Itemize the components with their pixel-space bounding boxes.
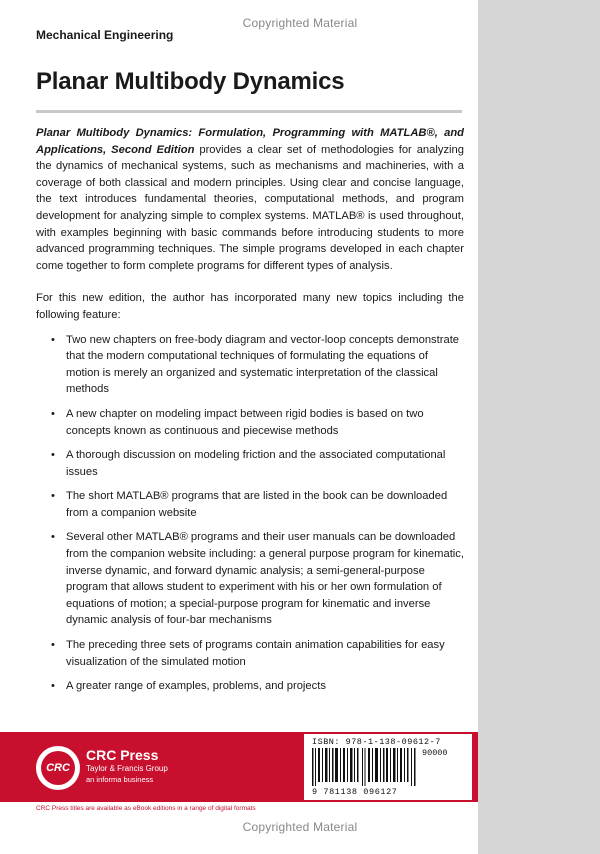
bullet-icon: • — [51, 407, 55, 420]
publisher-info — [86, 747, 168, 785]
feature-item — [36, 529, 464, 629]
publisher-business: an informa business — [86, 775, 154, 784]
watermark-top: Copyrighted Material — [242, 16, 358, 30]
feature-list — [36, 332, 464, 695]
book-title: Planar Multibody Dynamics — [36, 68, 345, 95]
watermark-bottom: Copyrighted Material — [242, 820, 358, 834]
feature-item — [36, 637, 464, 670]
category-label: Mechanical Engineering — [36, 28, 174, 42]
feature-text: The short MATLAB® programs that are listed in the book can be downloaded from a companion website — [66, 490, 448, 519]
title-divider — [36, 110, 462, 113]
barcode-panel — [304, 734, 472, 800]
crc-logo-icon — [36, 746, 80, 790]
feature-text: Several other MATLAB® programs and their user manuals can be downloaded from the companion website including: a general purpose program for kinematic, inverse dynamic, and forward dynamic analysis; a semi-general-purpose program that allows student to experiment with his or her own formulation of equations of motion; a special-purpose program for kinematic and inverse dynamic analysis of four-bar mechanisms — [66, 531, 464, 627]
bullet-icon: • — [51, 680, 55, 693]
barcode-digits: 9 781138 096127 — [312, 787, 398, 797]
feature-text: A thorough discussion on modeling friction and the associated computational issues — [66, 449, 446, 478]
edition-paragraph: For this new edition, the author has incorporated many new topics including the following feature: — [36, 292, 464, 321]
feature-text: The preceding three sets of programs contain animation capabilities for easy visualization of the simulated motion — [66, 639, 445, 668]
publisher-group: Taylor & Francis Group — [86, 764, 168, 773]
feature-item — [36, 332, 464, 398]
crc-logo-text: CRC — [41, 751, 75, 785]
price-code: 90000 — [422, 748, 448, 758]
book-spine — [478, 0, 600, 854]
feature-item — [36, 406, 464, 439]
isbn-text: ISBN: 978-1-138-09612-7 — [312, 737, 441, 747]
bullet-icon: • — [51, 531, 55, 544]
feature-text: Two new chapters on free-body diagram and vector-loop concepts demonstrate that the modern computational techniques of formulating the equations of motion is merely an organized and systematic interpretation of the classical methods — [66, 333, 460, 396]
feature-item — [36, 678, 464, 695]
intro-lead: Planar Multibody Dynamics: Formulation, Programming with MATLAB®, and Applications, Second Edition — [36, 127, 464, 156]
bullet-icon: • — [51, 449, 55, 462]
feature-item — [36, 447, 464, 480]
back-cover-text — [36, 125, 464, 703]
publisher-name: CRC Press — [86, 747, 159, 763]
feature-text: A new chapter on modeling impact between rigid bodies is based on two concepts known as continuous and piecewise methods — [66, 407, 424, 437]
feature-text: A greater range of examples, problems, and projects — [66, 680, 326, 693]
feature-item — [36, 488, 464, 521]
intro-body: provides a clear set of methodologies for analyzing the dynamics of mechanical systems, such as mechanisms and machineries, with a coverage of both classical and modern principles. Using clear and concise language, the text introduces fundamental theories, computational methods, and program development for analyzing simple to complex systems. MATLAB® is used throughout, with examples beginning with basic commands before introducing students to more advanced programming techniques. The simple programs developed in each chapter come together to form complete programs for different types of analysis. — [36, 143, 464, 272]
barcode-bars-icon — [312, 748, 420, 786]
bullet-icon: • — [51, 490, 55, 503]
intro-paragraph — [36, 125, 464, 274]
bullet-icon: • — [51, 333, 55, 346]
bullet-icon: • — [51, 639, 55, 652]
ebook-note: CRC Press titles are available as eBook editions in a range of digital formats — [36, 805, 256, 812]
